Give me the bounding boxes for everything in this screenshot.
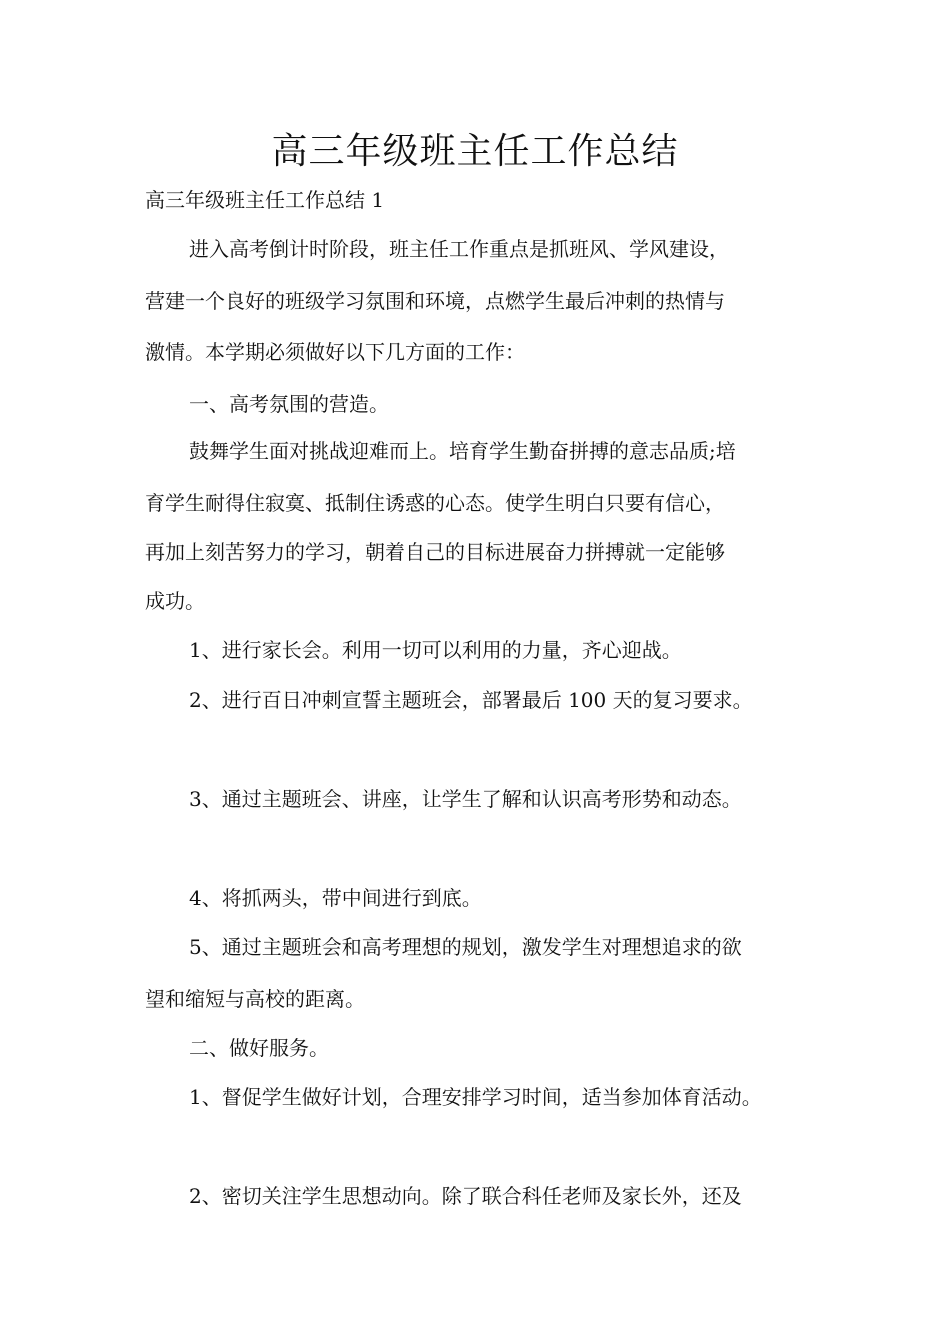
paragraph-line: 再加上刻苦努力的学习，朝着自己的目标进展奋力拼搏就一定能够	[145, 540, 725, 564]
list-item: 2、进行百日冲刺宣誓主题班会，部署最后 100 天的复习要求。	[189, 688, 753, 712]
list-item: 2、密切关注学生思想动向。除了联合科任老师及家长外，还及	[189, 1184, 742, 1208]
document-title: 高三年级班主任工作总结	[271, 131, 679, 172]
list-item: 1、进行家长会。利用一切可以利用的力量，齐心迎战。	[189, 638, 682, 662]
paragraph-line: 进入高考倒计时阶段，班主任工作重点是抓班风、学风建设，	[189, 237, 729, 261]
paragraph-line: 育学生耐得住寂寞、抵制住诱惑的心态。使学生明白只要有信心，	[145, 491, 725, 515]
list-item: 1、督促学生做好计划，合理安排学习时间，适当参加体育活动。	[189, 1085, 762, 1109]
paragraph-line: 营建一个良好的班级学习氛围和环境，点燃学生最后冲刺的热情与	[145, 289, 725, 313]
paragraph-line: 鼓舞学生面对挑战迎难而上。培育学生勤奋拼搏的意志品质;培	[189, 439, 736, 463]
document-subtitle: 高三年级班主任工作总结 1	[145, 188, 385, 212]
paragraph-line: 激情。本学期必须做好以下几方面的工作：	[145, 340, 525, 364]
paragraph-line: 成功。	[145, 589, 205, 613]
list-item: 3、通过主题班会、讲座，让学生了解和认识高考形势和动态。	[189, 787, 742, 811]
section-heading: 一、高考氛围的营造。	[189, 392, 389, 416]
list-item-continuation: 望和缩短与高校的距离。	[145, 987, 365, 1011]
section-heading: 二、做好服务。	[189, 1036, 329, 1060]
list-item: 5、通过主题班会和高考理想的规划，激发学生对理想追求的欲	[189, 935, 742, 959]
list-item: 4、将抓两头，带中间进行到底。	[189, 886, 482, 910]
